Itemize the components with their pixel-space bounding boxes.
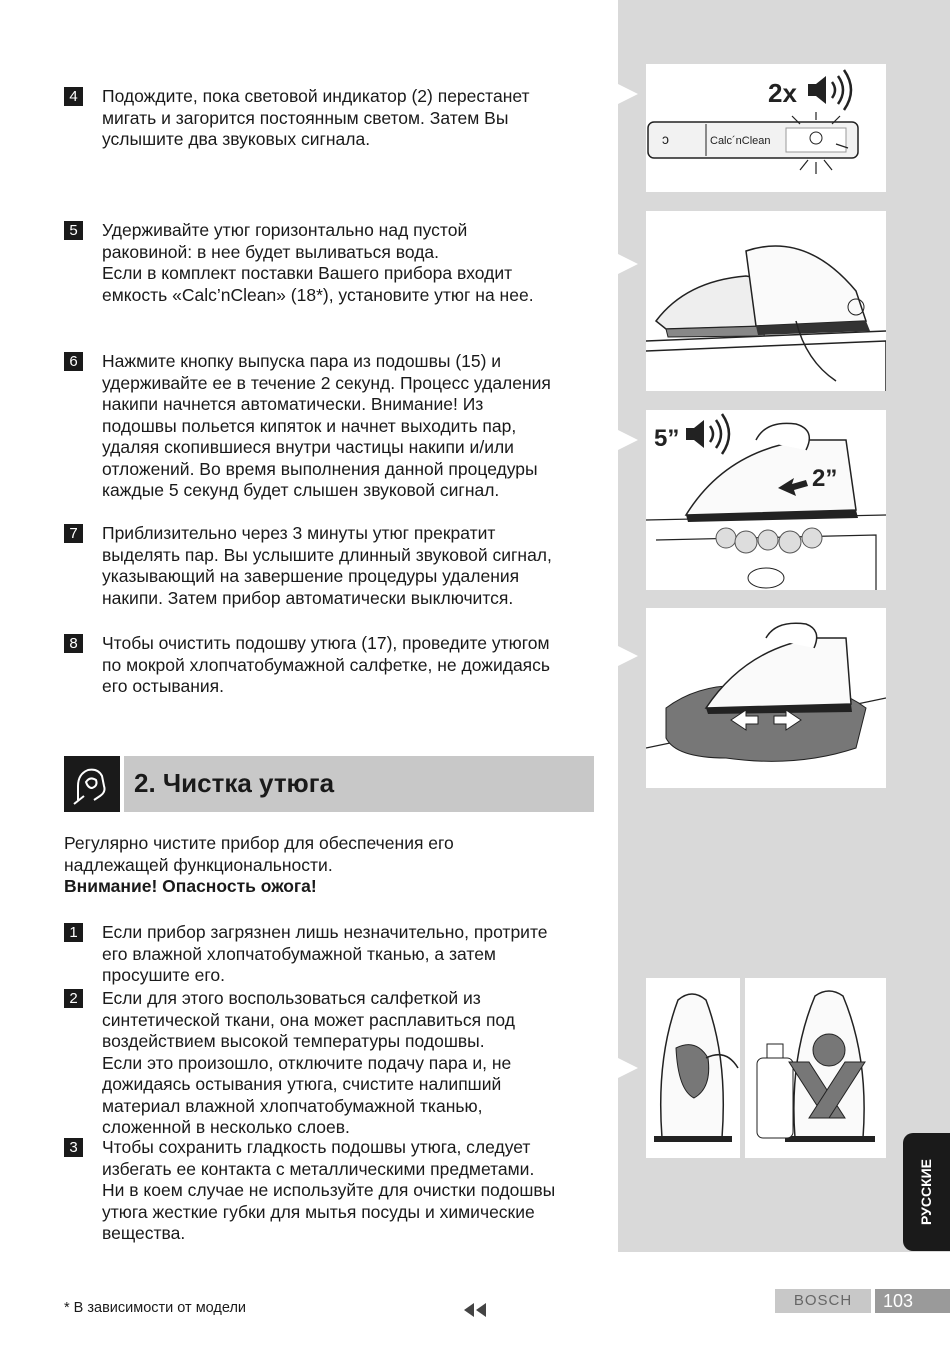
footnote: * В зависимости от модели xyxy=(64,1300,247,1316)
step-text: Если для этого воспользоваться салфеткой из синтетической ткани, она может расплавиться под воздействием высокой температуры подошвы. Если это произошло, отключите подачу пара и, не дожидаясь остывания утюга, счистите налипший материал влажной хлопчатобумажной тканью, сложенной в несколько слоев. xyxy=(102,988,515,1137)
step-text: Чтобы сохранить гладкость подошвы утюга, следует избегать ее контакта с металлическими предметами. Ни в коем случае не используйте для очистки подошвы утюга жесткие губки для мытья посуды и химические вещества. xyxy=(102,1137,556,1243)
cleaning-step-3 xyxy=(64,1137,604,1245)
step-4 xyxy=(64,86,604,151)
step-5 xyxy=(64,220,604,306)
cleaning-step-1 xyxy=(64,922,604,987)
calc-clean-label: Calc´nClean xyxy=(710,135,771,147)
press-label: 2” xyxy=(812,465,838,492)
cleaning-hand-icon xyxy=(64,756,120,812)
section-header xyxy=(64,756,594,812)
page-number: 103 xyxy=(875,1289,950,1313)
step-7 xyxy=(64,523,604,609)
language-tab xyxy=(903,1133,950,1251)
cleaning-step-2 xyxy=(64,988,604,1139)
count-label: 2x xyxy=(768,78,797,108)
intro-paragraph xyxy=(64,833,604,898)
step-8 xyxy=(64,633,604,698)
pointer-arrow xyxy=(618,84,638,104)
wet-cloth-illustration xyxy=(646,608,886,788)
no-chemicals-illustration xyxy=(745,978,886,1158)
step-number: 4 xyxy=(64,87,83,106)
section-title: 2. Чистка утюга xyxy=(134,768,335,798)
intro-text: Регулярно чистите прибор для обеспечения его надлежащей функциональности. xyxy=(64,833,454,875)
step-text: Чтобы очистить подошву утюга (17), проведите утюгом по мокрой хлопчатобумажной салфетке, не дожидаясь его остывания. xyxy=(102,633,551,696)
step-6 xyxy=(64,351,604,502)
pointer-arrow xyxy=(618,254,638,274)
step-text: Если прибор загрязнен лишь незначительно, протрите его влажной хлопчатобумажной тканью, а затем просушите его. xyxy=(102,922,548,985)
step-text: Приблизительно через 3 минуты утюг прекратит выделять пар. Вы услышите длинный звуковой сигнал, указывающий на завершение процедуры удаления накипи. Затем прибор автоматически выключится. xyxy=(102,523,552,608)
time-label: 5” xyxy=(654,425,680,452)
section-title-box xyxy=(124,756,594,812)
pointer-arrow xyxy=(618,430,638,450)
step-number: 1 xyxy=(64,923,83,942)
step-number: 2 xyxy=(64,989,83,1008)
step-text: Нажмите кнопку выпуска пара из подошвы (15) и удерживайте ее в течение 2 секунд. Процесс удаления накипи начнется автоматически. Внимание! Из подошвы польется кипяток и начнет выходить пар, удаляя скопившиеся внутри частицы накипи и/или отложений. Во время выполнения данной процедуры каждые 5 секунд будет слышен звуковой сигнал. xyxy=(102,351,551,500)
step-number: 7 xyxy=(64,524,83,543)
pointer-arrow xyxy=(618,646,638,666)
step-text: Удерживайте утюг горизонтально над пустой раковиной: в нее будет выливаться вода. Если в комплект поставки Вашего прибора входит емкость «Calc’nClean» (18*), установите утюг на нее. xyxy=(102,220,534,305)
iron-on-base-illustration xyxy=(646,211,886,391)
step-number: 6 xyxy=(64,352,83,371)
control-panel-illustration xyxy=(646,64,886,192)
pointer-arrow xyxy=(618,1058,638,1078)
burn-warning: Внимание! Опасность ожога! xyxy=(64,876,317,896)
steam-button-symbol: ↄ xyxy=(662,131,669,147)
step-number: 5 xyxy=(64,221,83,240)
previous-page-icon[interactable] xyxy=(462,1300,492,1320)
cloth-wipe-illustration xyxy=(646,978,740,1158)
step-number: 3 xyxy=(64,1138,83,1157)
step-number: 8 xyxy=(64,634,83,653)
language-label: РУССКИЕ xyxy=(918,1158,934,1226)
step-text: Подождите, пока световой индикатор (2) перестанет мигать и загорится постоянным светом. Затем Вы услышите два звуковых сигнала. xyxy=(102,86,530,149)
brand-label: BOSCH xyxy=(775,1289,871,1313)
descaling-steam-illustration xyxy=(646,410,886,590)
